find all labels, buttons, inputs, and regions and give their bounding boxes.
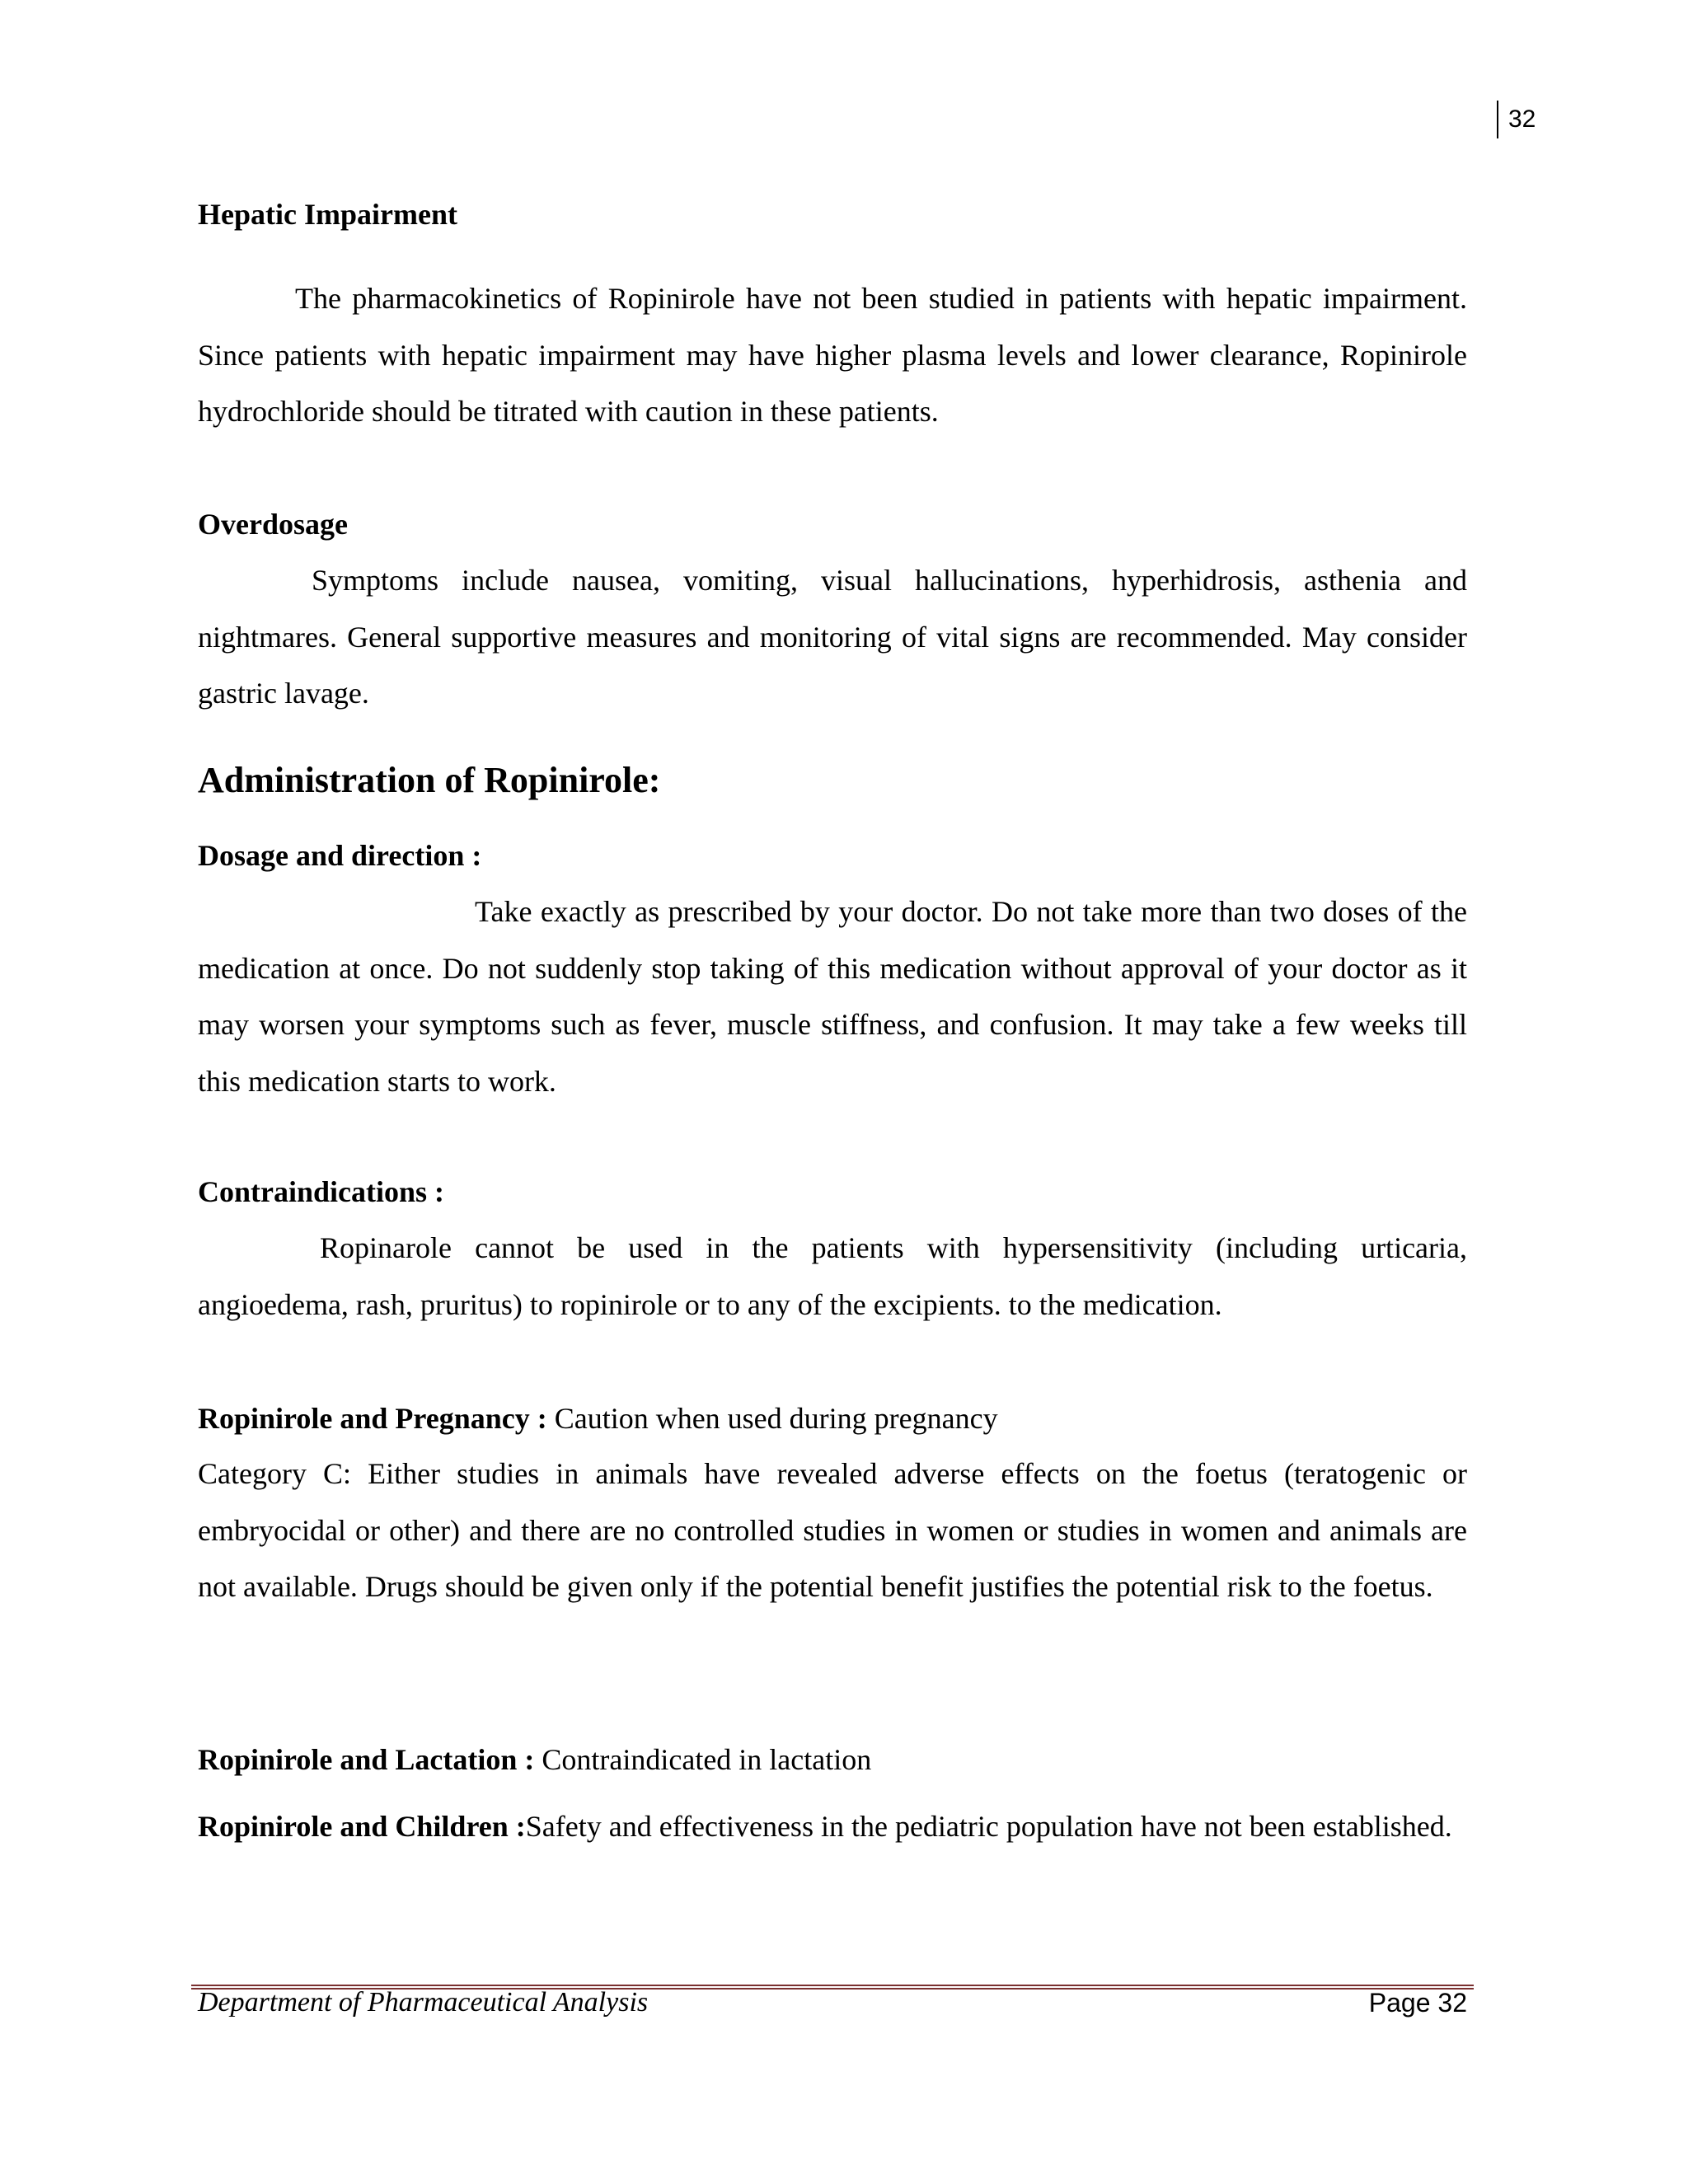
- administration-heading: Administration of Ropinirole:: [198, 760, 661, 800]
- dosage-paragraph: Take exactly as prescribed by your doctor. Do not take more than two doses of the medication at once. Do not suddenly stop taking of this medication without approval of your doctor as it may worsen your symptoms such as fever, muscle stiffness, and confusion. It may take a few weeks till this medication starts to work.: [198, 895, 1467, 1098]
- header-page-number: 32: [1497, 101, 1536, 138]
- pregnancy-paragraph: Category C: Either studies in animals have revealed adverse effects on the foetus (teratogenic or embryocidal or other) and there are no controlled studies in women or studies in women and animals are not available. Drugs should be given only if the potential benefit justifies the potential risk to the foetus.: [198, 1457, 1467, 1603]
- lactation-line: [198, 1741, 1467, 1779]
- hepatic-heading: Hepatic Impairment: [198, 198, 457, 231]
- contraindications-paragraph: Ropinarole cannot be used in the patients with hypersensitivity (including urticaria, angioedema, rash, pruritus) to ropinirole or to any of the excipients. to the medication.: [198, 1231, 1467, 1321]
- hepatic-paragraph: The pharmacokinetics of Ropinirole have not been studied in patients with hepatic impairment. Since patients with hepatic impairment may have higher plasma levels and lower clearance, Ropinirole hydrochloride should be titrated with caution in these patients.: [198, 282, 1467, 428]
- footer-page-label: Page 32: [1368, 1988, 1467, 2018]
- footer-department: Department of Pharmaceutical Analysis: [198, 1987, 649, 2018]
- pregnancy-value: Caution when used during pregnancy: [546, 1402, 998, 1435]
- children-paragraph: [198, 1805, 1467, 1848]
- pregnancy-label: Ropinirole and Pregnancy :: [198, 1402, 547, 1435]
- pregnancy-line: [198, 1399, 1467, 1437]
- children-label: Ropinirole and Children :: [198, 1810, 526, 1843]
- lactation-value: Contraindicated in lactation: [534, 1743, 872, 1776]
- contraindications-heading: Contraindications :: [198, 1175, 445, 1208]
- overdosage-heading: Overdosage: [198, 508, 348, 541]
- children-value: Safety and effectiveness in the pediatric population have not been established.: [525, 1810, 1452, 1843]
- lactation-label: Ropinirole and Lactation :: [198, 1743, 535, 1776]
- dosage-heading: Dosage and direction :: [198, 839, 482, 872]
- overdosage-paragraph: Symptoms include nausea, vomiting, visual hallucinations, hyperhidrosis, asthenia and nightmares. General supportive measures and monitoring of vital signs are recommended. May consider gastric lavage.: [198, 564, 1467, 710]
